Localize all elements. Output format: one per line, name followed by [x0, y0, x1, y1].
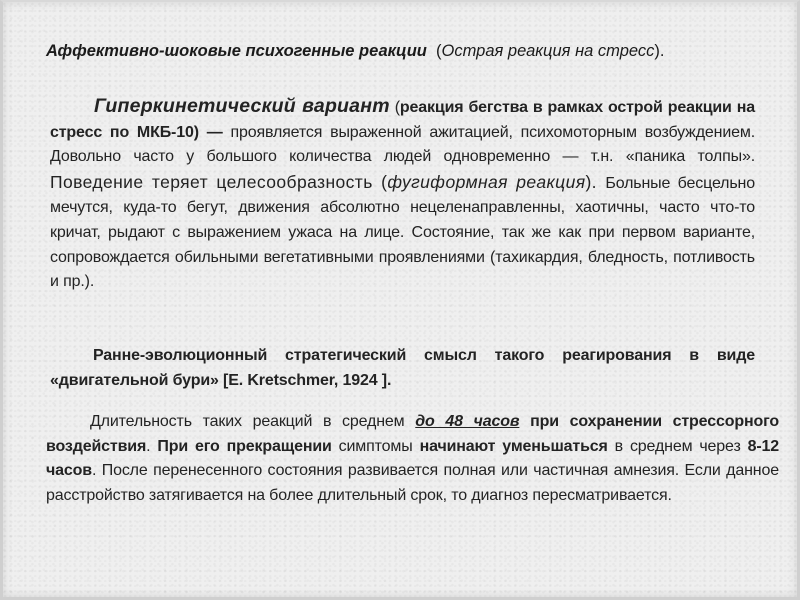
p3-s9: в среднем через	[607, 437, 748, 455]
p1-s3: ) —	[193, 123, 231, 141]
p2-text: Ранне-эволюционный стратегический смысл такого реагирования в виде «двигательной бури» [E. Kretschmer, 1924 ].	[50, 347, 755, 389]
p3-s3	[519, 413, 530, 430]
p3-up-to-48-hours: до 48 часов	[415, 413, 520, 430]
hyperkinetic-variant-heading: Гиперкинетический вариант	[94, 95, 390, 117]
p3-8-12-hours: 8-12 часов	[46, 437, 780, 480]
p3-s7: симптомы	[331, 437, 420, 455]
p3-s5: .	[146, 437, 158, 455]
p3-stressor-maintained: при сохранении стрессорного воздействия	[46, 413, 780, 455]
title-paren-close: ).	[654, 42, 665, 60]
title-paren-open: (	[436, 42, 442, 60]
p3-s1: Длительность таких реакций в среднем	[90, 413, 416, 430]
paragraph-duration	[46, 410, 779, 508]
p1-fugiform: фугиформная реакция	[387, 171, 586, 192]
p3-s11: . После перенесенного состояния развивается полная или частичная амнезия. Если данное расстройство затягивается на более длительный срок, то диагноз пересматривается.	[46, 462, 779, 504]
p3-begin-to-decrease: начинают уменьшаться	[419, 437, 608, 455]
paragraph-evolutionary-meaning	[50, 344, 755, 393]
title-main: Аффективно-шоковые психогенные реакции	[46, 42, 427, 60]
p1-s8: Больные бесцельно мечутся, куда-то бегут, движения абсолютно нецеленаправленны, хаотичны, часто что-то кричат, рыдают с выражением ужаса на лице. Состояние, так же как при первом варианте, сопровождается обильными вегетативными проявлениями (тахикардия, бледность, потливость и пр.).	[50, 174, 755, 291]
p1-s4: проявляется выраженной ажитацией, психомоторным возбуждением. Довольно часто у большого количества людей одновременно — т.н. «паника толпы».	[50, 123, 755, 166]
title-subtitle: Острая реакция на стресс	[441, 42, 655, 60]
title-gap	[427, 42, 436, 60]
p1-s7: ).	[585, 171, 606, 192]
slide-title	[46, 40, 766, 62]
paragraph-hyperkinetic	[50, 94, 755, 295]
p1-s1: (	[389, 99, 400, 116]
p1-behavior: Поведение теряет целесообразность (	[50, 171, 388, 192]
p3-when-stopped: При его прекращении	[157, 437, 332, 455]
p1-icd-reference: реакция бегства в рамках острой реакции на стресс по МКБ-10	[50, 99, 755, 141]
